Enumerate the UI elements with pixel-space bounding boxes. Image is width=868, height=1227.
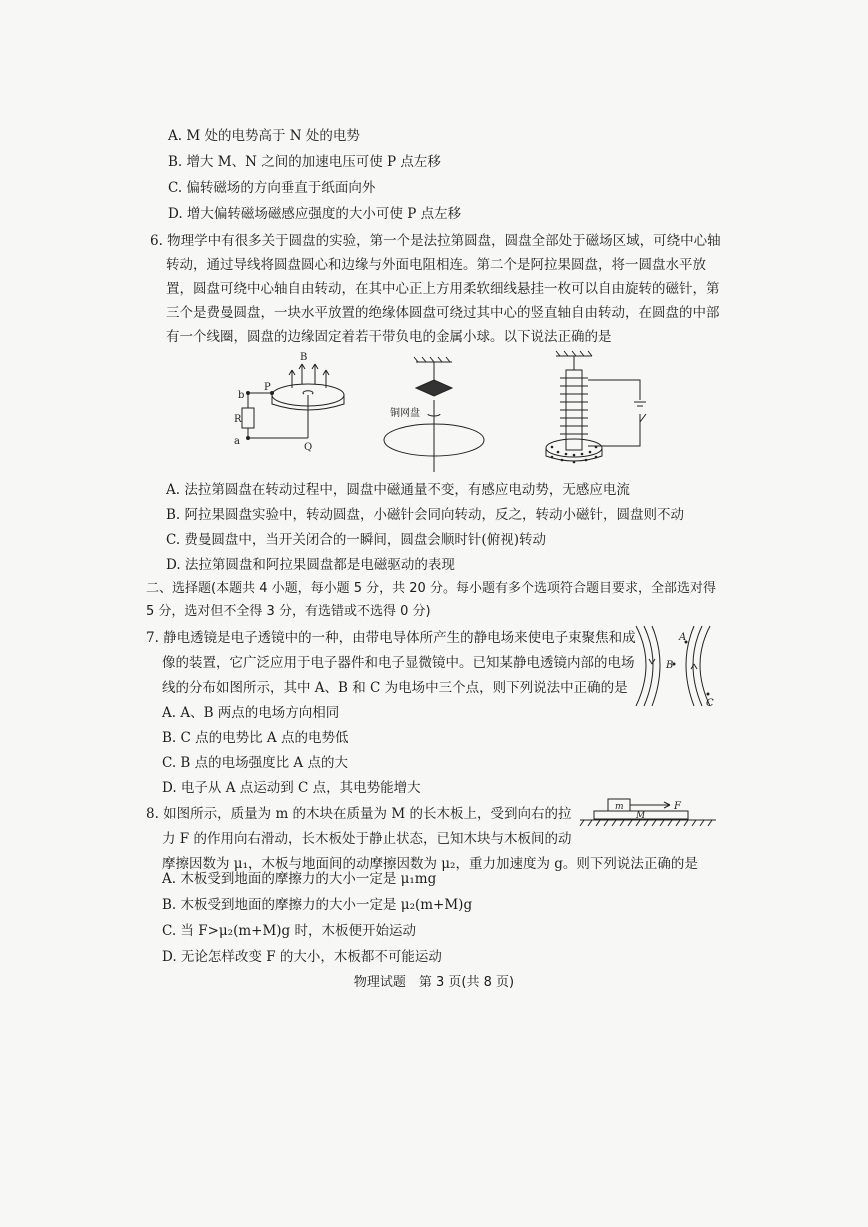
- q8-stem-line-1: 8. 如图所示，质量为 m 的木块在质量为 M 的长木板上，受到向右的拉: [146, 806, 572, 822]
- label-f: F: [674, 801, 681, 812]
- q5-option-d: D. 增大偏转磁场磁感应强度的大小可使 P 点左移: [168, 206, 462, 222]
- q6-stem-line-2: 转动，通过导线将圆盘圆心和边缘与外面电阻相连。第二个是阿拉果圆盘，将一圆盘水平放: [166, 257, 706, 273]
- label-r: R: [234, 414, 242, 425]
- q7-field-lines-figure: [628, 624, 718, 708]
- q5-option-c: C. 偏转磁场的方向垂直于纸面向外: [168, 180, 376, 196]
- label-field-b: B: [300, 352, 308, 363]
- q7-option-c: C. B 点的电场强度比 A 点的大: [162, 755, 348, 771]
- label-m: m: [615, 802, 624, 812]
- page-footer: 物理试题 第 3 页(共 8 页): [353, 975, 515, 990]
- q7-stem-line-3: 线的分布如图所示，其中 A、B 和 C 为电场中三个点，则下列说法中正确的是: [162, 680, 628, 696]
- section-2-heading-line-1: 二、选择题(本题共 4 小题，每小题 5 分，共 20 分。每小题有多个选项符合题目要求，全部选对得: [146, 581, 716, 596]
- label-q: Q: [304, 442, 313, 453]
- q6-option-a: A. 法拉第圆盘在转动过程中，圆盘中磁通量不变，有感应电动势，无感应电流: [166, 482, 630, 498]
- q8-option-d: D. 无论怎样改变 F 的大小，木板都不可能运动: [162, 949, 442, 965]
- label-copper-disk: 铜网盘: [390, 408, 420, 419]
- q6-stem-line-4: 三个是费曼圆盘，一块水平放置的绝缘体圆盘可绕过其中心的竖直轴自由转动，在圆盘的中部: [166, 305, 720, 321]
- q6-option-d: D. 法拉第圆盘和阿拉果圆盘都是电磁驱动的表现: [166, 557, 455, 573]
- q5-option-a: A. M 处的电势高于 N 处的电势: [168, 128, 360, 144]
- q5-option-b: B. 增大 M、N 之间的加速电压可使 P 点左移: [168, 154, 441, 170]
- q8-option-a: A. 木板受到地面的摩擦力的大小一定是 μ₁mg: [162, 871, 437, 887]
- q6-option-b: B. 阿拉果圆盘实验中，转动圆盘，小磁针会同向转动，反之，转动小磁针，圆盘则不动: [166, 507, 685, 523]
- q7-stem-line-2: 像的装置，它广泛应用于电子器件和电子显微镜中。已知某静电透镜内部的电场: [162, 655, 635, 671]
- q6-option-c: C. 费曼圆盘中，当开关闭合的一瞬间，圆盘会顺时针(俯视)转动: [166, 532, 546, 548]
- label-b: b: [238, 390, 245, 401]
- faraday-disk-figure: [242, 364, 344, 440]
- q8-stem-line-2: 力 F 的作用向右滑动，长木板处于静止状态，已知木块与木板间的动: [162, 831, 572, 847]
- label-point-a: A: [679, 632, 687, 643]
- q7-option-a: A. A、B 两点的电场方向相同: [162, 705, 340, 721]
- q6-stem-line-1: 6. 物理学中有很多关于圆盘的实验，第一个是法拉第圆盘，圆盘全部处于磁场区域，可绕中心轴: [150, 233, 721, 249]
- q8-stem-line-3: 摩擦因数为 μ₁，木板与地面间的动摩擦因数为 μ₂，重力加速度为 g。则下列说法正确的是: [162, 856, 698, 872]
- label-point-b: B: [666, 660, 674, 671]
- label-a: a: [234, 436, 240, 447]
- feynman-disk-figure: [546, 351, 646, 461]
- q6-stem-line-3: 置，圆盘可绕中心轴自由转动，在其中心正上方用柔软细线悬挂一枚可以自由旋转的磁针，第: [166, 281, 720, 297]
- q8-block-board-figure: [578, 795, 718, 831]
- q6-stem-line-5: 有一个线圈，圆盘的边缘固定着若干带负电的金属小球。以下说法正确的是: [166, 329, 612, 345]
- q8-option-b: B. 木板受到地面的摩擦力的大小一定是 μ₂(m+M)g: [162, 897, 473, 913]
- q6-figure: [220, 350, 680, 480]
- section-2-heading-line-2: 5 分，选对但不全得 3 分，有选错或不选得 0 分): [146, 604, 431, 619]
- label-big-m: M: [636, 811, 646, 821]
- q7-stem-line-1: 7. 静电透镜是电子透镜中的一种，由带电导体所产生的静电场来使电子束聚焦和成: [146, 630, 636, 646]
- label-point-c: C: [706, 698, 714, 708]
- label-p: P: [264, 382, 271, 393]
- q7-option-b: B. C 点的电势比 A 点的电势低: [162, 730, 349, 746]
- q7-option-d: D. 电子从 A 点运动到 C 点，其电势能增大: [162, 780, 421, 796]
- q8-option-c: C. 当 F>μ₂(m+M)g 时，木板便开始运动: [162, 923, 416, 939]
